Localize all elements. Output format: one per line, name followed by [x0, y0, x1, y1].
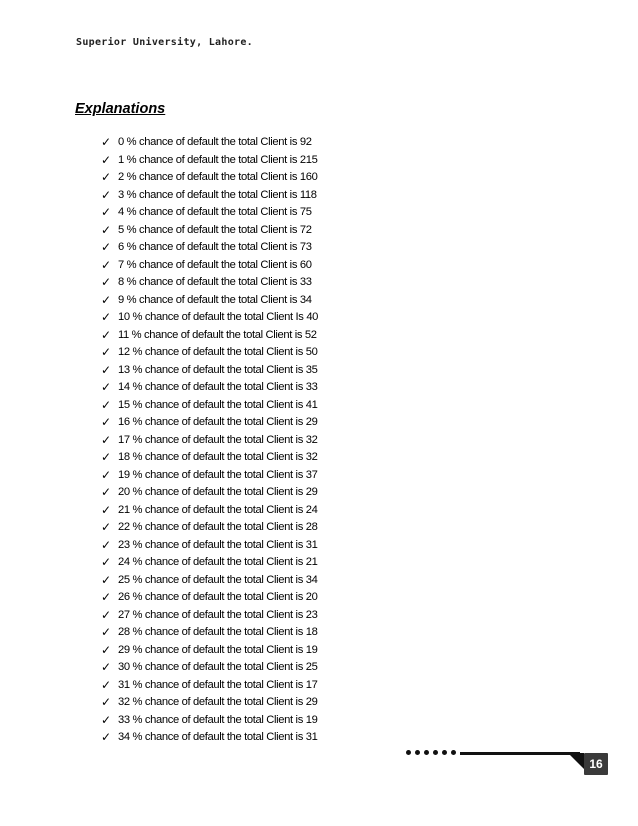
checkmark-icon: ✓ [101, 135, 111, 149]
checkmark-icon: ✓ [101, 327, 111, 342]
list-item [101, 397, 318, 415]
list-item-text: 31 % chance of default the total Client is 17 [118, 678, 318, 691]
list-item-text: 1 % chance of default the total Client is 215 [118, 153, 318, 166]
checkmark-icon: ✓ [101, 240, 111, 254]
checkmark-icon: ✓ [101, 590, 111, 604]
list-item-text: 8 % chance of default the total Client is 33 [118, 276, 312, 288]
checkmark-icon: ✓ [101, 222, 111, 237]
checkmark-icon: ✓ [101, 537, 111, 552]
checkmark-icon: ✓ [101, 450, 111, 464]
checkmark-icon: ✓ [101, 555, 111, 569]
list-item-text: 25 % chance of default the total Client is 34 [118, 573, 318, 586]
checkmark-icon: ✓ [101, 170, 111, 184]
list-item-text: 24 % chance of default the total Client is 21 [118, 556, 318, 568]
list-item-text: 7 % chance of default the total Client is 60 [118, 258, 312, 271]
list-item-text: 17 % chance of default the total Client is 32 [118, 433, 318, 446]
checkmark-icon: ✓ [101, 607, 111, 622]
list-item [101, 327, 318, 345]
list-item-text: 22 % chance of default the total Client is 28 [118, 521, 318, 533]
list-item [101, 204, 318, 222]
list-item [101, 344, 318, 362]
footer-rule [460, 752, 580, 755]
list-item-text: 28 % chance of default the total Client is 18 [118, 626, 318, 638]
list-item-text: 3 % chance of default the total Client is 118 [118, 188, 317, 201]
list-item [101, 624, 318, 642]
checkmark-icon: ✓ [101, 380, 111, 394]
list-item [101, 607, 318, 625]
running-header: Superior University, Lahore. [76, 37, 253, 48]
list-item [101, 222, 318, 240]
list-item-text: 2 % chance of default the total Client is 160 [118, 171, 318, 183]
checkmark-icon: ✓ [101, 660, 111, 674]
section-heading: Explanations [75, 101, 166, 117]
list-item-text: 6 % chance of default the total Client is 73 [118, 241, 312, 253]
list-item [101, 484, 318, 502]
checkmark-icon: ✓ [101, 712, 111, 727]
list-item [101, 187, 318, 205]
list-item-text: 5 % chance of default the total Client is 72 [118, 223, 312, 236]
list-item [101, 362, 318, 380]
list-item-text: 20 % chance of default the total Client is 29 [118, 486, 318, 498]
checkmark-icon: ✓ [101, 345, 111, 359]
list-item-text: 18 % chance of default the total Client is 32 [118, 451, 318, 463]
list-item-text: 33 % chance of default the total Client is 19 [118, 713, 318, 726]
list-item-text: 34 % chance of default the total Client is 31 [118, 731, 318, 743]
list-item-text: 27 % chance of default the total Client is 23 [118, 608, 318, 621]
checkmark-icon: ✓ [101, 310, 111, 324]
checkmark-icon: ✓ [101, 292, 111, 307]
checkmark-icon: ✓ [101, 397, 111, 412]
list-item [101, 292, 318, 310]
checkmark-icon: ✓ [101, 485, 111, 499]
checkmark-icon: ✓ [101, 187, 111, 202]
list-item [101, 642, 318, 660]
list-item [101, 712, 318, 730]
checkmark-icon: ✓ [101, 415, 111, 429]
checkmark-icon: ✓ [101, 572, 111, 587]
list-item [101, 169, 318, 187]
checkmark-icon: ✓ [101, 695, 111, 709]
list-item-text: 4 % chance of default the total Client is 75 [118, 206, 312, 218]
list-item [101, 449, 318, 467]
checkmark-icon: ✓ [101, 205, 111, 219]
list-item [101, 729, 318, 747]
list-item [101, 379, 318, 397]
list-item-text: 19 % chance of default the total Client is 37 [118, 468, 318, 481]
checkmark-icon: ✓ [101, 152, 111, 167]
checkmark-icon: ✓ [101, 257, 111, 272]
list-item [101, 677, 318, 695]
footer-dot [433, 750, 438, 755]
list-item-text: 21 % chance of default the total Client is 24 [118, 503, 318, 516]
checkmark-icon: ✓ [101, 362, 111, 377]
checkmark-icon: ✓ [101, 642, 111, 657]
footer-corner-triangle [568, 753, 584, 769]
list-item-text: 14 % chance of default the total Client is 33 [118, 381, 318, 393]
list-item [101, 134, 318, 152]
list-item-text: 11 % chance of default the total Client is 52 [118, 328, 317, 341]
explanations-list [101, 134, 318, 747]
checkmark-icon: ✓ [101, 275, 111, 289]
footer-dot [415, 750, 420, 755]
list-item-text: 10 % chance of default the total Client Is 40 [118, 311, 319, 323]
list-item [101, 309, 318, 327]
list-item [101, 414, 318, 432]
list-item [101, 572, 318, 590]
footer-dot [424, 750, 429, 755]
list-item [101, 589, 318, 607]
list-item [101, 257, 318, 275]
list-item-text: 32 % chance of default the total Client is 29 [118, 696, 318, 708]
list-item [101, 502, 318, 520]
checkmark-icon: ✓ [101, 432, 111, 447]
list-item-text: 0 % chance of default the total Client is 92 [118, 136, 312, 148]
checkmark-icon: ✓ [101, 502, 111, 517]
list-item [101, 467, 318, 485]
list-item-text: 12 % chance of default the total Client is 50 [118, 346, 318, 358]
checkmark-icon: ✓ [101, 625, 111, 639]
list-item [101, 694, 318, 712]
list-item-text: 23 % chance of default the total Client is 31 [118, 538, 318, 551]
list-item [101, 519, 318, 537]
checkmark-icon: ✓ [101, 677, 111, 692]
footer-dot [451, 750, 456, 755]
list-item [101, 274, 318, 292]
list-item-text: 13 % chance of default the total Client is 35 [118, 363, 318, 376]
list-item-text: 9 % chance of default the total Client is 34 [118, 293, 312, 306]
checkmark-icon: ✓ [101, 730, 111, 744]
list-item-text: 16 % chance of default the total Client is 29 [118, 416, 318, 428]
list-item [101, 554, 318, 572]
list-item [101, 659, 318, 677]
page-number: 16 [584, 753, 608, 775]
checkmark-icon: ✓ [101, 520, 111, 534]
footer-dot [406, 750, 411, 755]
list-item-text: 26 % chance of default the total Client is 20 [118, 591, 318, 603]
list-item [101, 537, 318, 555]
checkmark-icon: ✓ [101, 467, 111, 482]
list-item [101, 432, 318, 450]
footer-dot [442, 750, 447, 755]
list-item [101, 152, 318, 170]
list-item-text: 30 % chance of default the total Client is 25 [118, 661, 318, 673]
list-item-text: 15 % chance of default the total Client is 41 [118, 398, 318, 411]
list-item [101, 239, 318, 257]
list-item-text: 29 % chance of default the total Client is 19 [118, 643, 318, 656]
